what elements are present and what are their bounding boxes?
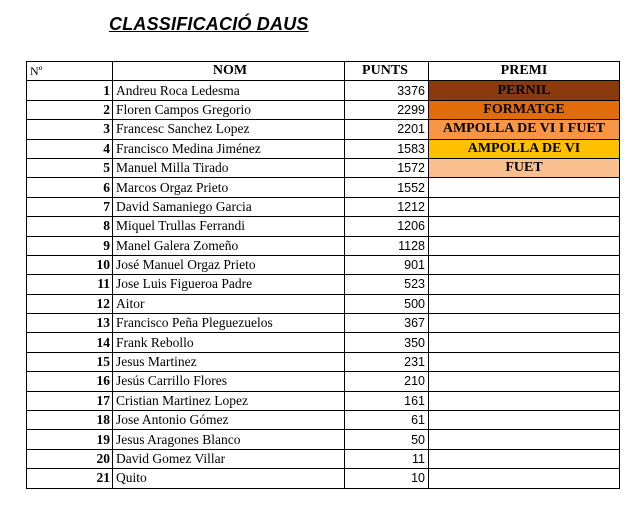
participant-name: David Gomez Villar [113,449,345,468]
table-row [27,372,620,391]
rank-number: 5 [27,158,113,177]
prize-cell: AMPOLLA DE VI [429,139,620,158]
points-value: 1212 [345,197,429,216]
table-row [27,449,620,468]
rank-number: 7 [27,197,113,216]
rank-number: 21 [27,469,113,488]
points-value: 11 [345,449,429,468]
header-num: Nº [27,62,113,81]
prize-cell [429,372,620,391]
participant-name: José Manuel Orgaz Prieto [113,255,345,274]
prize-cell [429,197,620,216]
table-row [27,100,620,119]
table-row [27,314,620,333]
table-row [27,236,620,255]
participant-name: Francisco Medina Jiménez [113,139,345,158]
rank-number: 3 [27,120,113,139]
participant-name: Jesus Martinez [113,352,345,371]
rank-number: 20 [27,449,113,468]
table-row [27,255,620,274]
points-value: 161 [345,391,429,410]
prize-cell [429,294,620,313]
rank-number: 10 [27,255,113,274]
prize-cell: AMPOLLA DE VI I FUET [429,120,620,139]
prize-cell: PERNIL [429,81,620,100]
participant-name: Jose Antonio Gómez [113,411,345,430]
table-row [27,178,620,197]
ranking-table [26,61,620,489]
points-value: 367 [345,314,429,333]
prize-cell [429,430,620,449]
rank-number: 8 [27,217,113,236]
participant-name: Manel Galera Zomeño [113,236,345,255]
rank-number: 9 [27,236,113,255]
header-premi: PREMI [429,62,620,81]
points-value: 10 [345,469,429,488]
participant-name: Francisco Peña Pleguezuelos [113,314,345,333]
participant-name: Cristian Martinez Lopez [113,391,345,410]
participant-name: Jesus Aragones Blanco [113,430,345,449]
rank-number: 2 [27,100,113,119]
table-row [27,120,620,139]
points-value: 1572 [345,158,429,177]
rank-number: 17 [27,391,113,410]
participant-name: Jesús Carrillo Flores [113,372,345,391]
participant-name: Marcos Orgaz Prieto [113,178,345,197]
header-nom: NOM [113,62,345,81]
prize-cell [429,449,620,468]
table-row [27,197,620,216]
table-row [27,391,620,410]
points-value: 901 [345,255,429,274]
prize-cell: FUET [429,158,620,177]
prize-cell: FORMATGE [429,100,620,119]
participant-name: Aitor [113,294,345,313]
prize-cell [429,314,620,333]
table-row [27,352,620,371]
rank-number: 12 [27,294,113,313]
points-value: 1583 [345,139,429,158]
points-value: 210 [345,372,429,391]
prize-cell [429,275,620,294]
participant-name: Frank Rebollo [113,333,345,352]
points-value: 2201 [345,120,429,139]
points-value: 3376 [345,81,429,100]
participant-name: Miquel Trullas Ferrandi [113,217,345,236]
table-row [27,469,620,488]
points-value: 50 [345,430,429,449]
table-row [27,430,620,449]
points-value: 350 [345,333,429,352]
rank-number: 11 [27,275,113,294]
prize-cell [429,236,620,255]
rank-number: 6 [27,178,113,197]
participant-name: Manuel Milla Tirado [113,158,345,177]
participant-name: Jose Luis Figueroa Padre [113,275,345,294]
participant-name: Andreu Roca Ledesma [113,81,345,100]
prize-cell [429,391,620,410]
points-value: 1552 [345,178,429,197]
prize-cell [429,469,620,488]
points-value: 523 [345,275,429,294]
points-value: 2299 [345,100,429,119]
rank-number: 4 [27,139,113,158]
table-row [27,158,620,177]
table-row [27,333,620,352]
prize-cell [429,178,620,197]
prize-cell [429,333,620,352]
points-value: 500 [345,294,429,313]
header-punts: PUNTS [345,62,429,81]
rank-number: 19 [27,430,113,449]
rank-number: 15 [27,352,113,371]
table-header-row [27,62,620,81]
rank-number: 18 [27,411,113,430]
table-row [27,275,620,294]
table-row [27,217,620,236]
points-value: 1206 [345,217,429,236]
participant-name: Floren Campos Gregorio [113,100,345,119]
points-value: 231 [345,352,429,371]
points-value: 61 [345,411,429,430]
table-row [27,139,620,158]
page-title: CLASSIFICACIÓ DAUS [109,14,309,34]
table-row [27,81,620,100]
prize-cell [429,255,620,274]
rank-number: 1 [27,81,113,100]
participant-name: Quito [113,469,345,488]
points-value: 1128 [345,236,429,255]
rank-number: 13 [27,314,113,333]
prize-cell [429,411,620,430]
rank-number: 16 [27,372,113,391]
prize-cell [429,352,620,371]
table-row [27,411,620,430]
participant-name: Francesc Sanchez Lopez [113,120,345,139]
table-row [27,294,620,313]
prize-cell [429,217,620,236]
rank-number: 14 [27,333,113,352]
participant-name: David Samaniego Garcia [113,197,345,216]
